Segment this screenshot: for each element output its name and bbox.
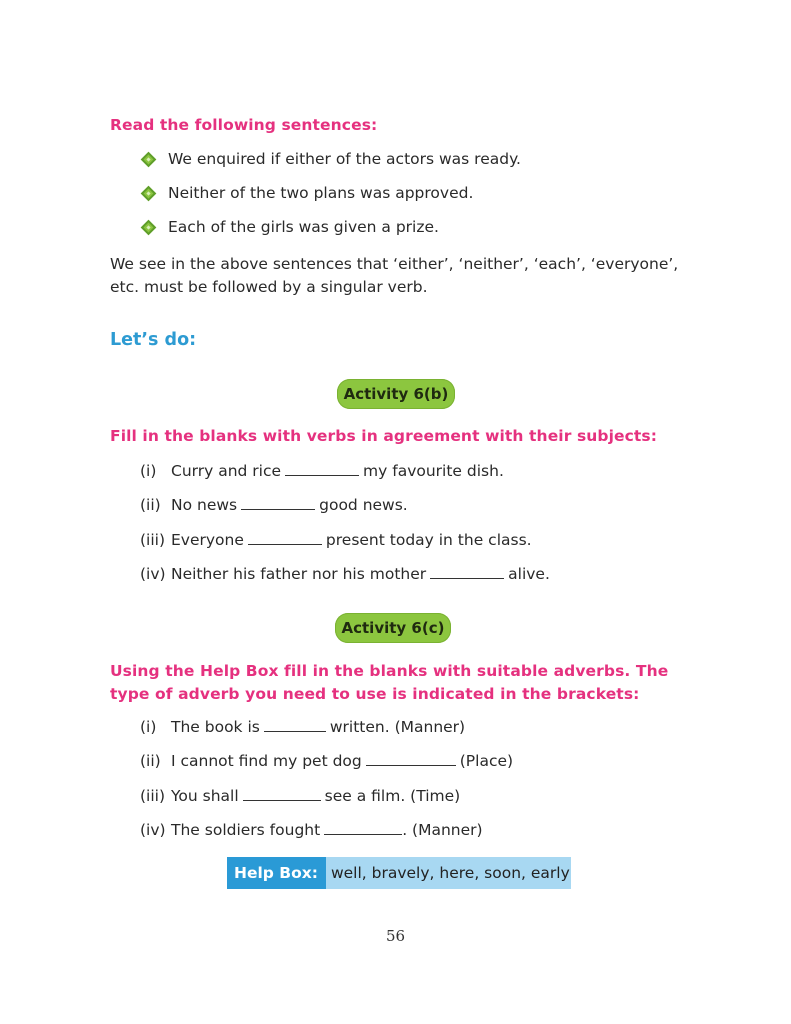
answer-blank[interactable] (241, 508, 315, 510)
question-text-before: The soldiers fought (171, 821, 321, 839)
question-text-before: Everyone (171, 531, 244, 549)
question-number: (i) (140, 718, 157, 736)
page-number: 56 (385, 927, 406, 945)
question-row (140, 565, 550, 583)
answer-blank[interactable] (264, 730, 326, 732)
question-row (140, 531, 532, 549)
explanation-paragraph: We see in the above sentences that ‘either’, ‘neither’, ‘each’, ‘everyone’, etc. must be followed by a singular verb. (110, 255, 679, 296)
question-number: (iii) (140, 531, 166, 549)
answer-blank[interactable] (285, 474, 359, 476)
answer-blank[interactable] (248, 543, 322, 545)
question-row (140, 718, 465, 736)
question-number: (iv) (140, 565, 166, 583)
section-heading-read: Read the following sentences: (110, 116, 378, 134)
question-text-before: Curry and rice (171, 462, 282, 480)
answer-blank[interactable] (324, 833, 402, 835)
question-text-before: I cannot find my pet dog (171, 752, 362, 770)
answer-blank[interactable] (366, 764, 456, 766)
help-box (227, 857, 571, 889)
diamond-bullet-icon (141, 151, 157, 167)
question-row (140, 787, 460, 805)
bullet-item (143, 184, 473, 202)
bullet-text: Neither of the two plans was approved. (168, 184, 474, 202)
lets-do-heading: Let’s do: (110, 330, 197, 350)
help-box-label: Help Box: (227, 857, 326, 889)
question-number: (ii) (140, 496, 161, 514)
question-row (140, 496, 408, 514)
bullet-text: Each of the girls was given a prize. (168, 218, 439, 236)
diamond-bullet-icon (141, 219, 157, 235)
question-text-after: . (Manner) (402, 821, 483, 839)
question-number: (iv) (140, 821, 166, 839)
question-row (140, 462, 504, 480)
answer-blank[interactable] (243, 799, 321, 801)
question-text-after: see a film. (Time) (324, 787, 461, 805)
question-number: (ii) (140, 752, 161, 770)
question-text-after: present today in the class. (325, 531, 532, 549)
question-row (140, 821, 483, 839)
question-number: (i) (140, 462, 157, 480)
question-number: (iii) (140, 787, 166, 805)
question-text-after: alive. (508, 565, 550, 583)
activity-6b-instruction: Fill in the blanks with verbs in agreement with their subjects: (110, 427, 658, 445)
bullet-item (143, 218, 439, 236)
question-text-before: You shall (171, 787, 239, 805)
question-text-before: Neither his father nor his mother (171, 565, 427, 583)
question-text-after: good news. (319, 496, 408, 514)
question-text-after: my favourite dish. (363, 462, 504, 480)
bullet-item (143, 150, 521, 168)
question-text-after: written. (Manner) (329, 718, 466, 736)
question-text-before: The book is (171, 718, 260, 736)
bullet-text: We enquired if either of the actors was ready. (168, 150, 521, 168)
activity-badge-6c: Activity 6(c) (335, 613, 451, 643)
answer-blank[interactable] (430, 577, 504, 579)
activity-badge-6b: Activity 6(b) (337, 379, 455, 409)
activity-6c-instruction: Using the Help Box fill in the blanks with suitable adverbs. The type of adverb you need to use is indicated in the brackets: (110, 662, 669, 703)
question-text-before: No news (171, 496, 238, 514)
diamond-bullet-icon (141, 185, 157, 201)
question-row (140, 752, 513, 770)
help-box-words: well, bravely, here, soon, early (330, 864, 570, 882)
question-text-after: (Place) (459, 752, 514, 770)
